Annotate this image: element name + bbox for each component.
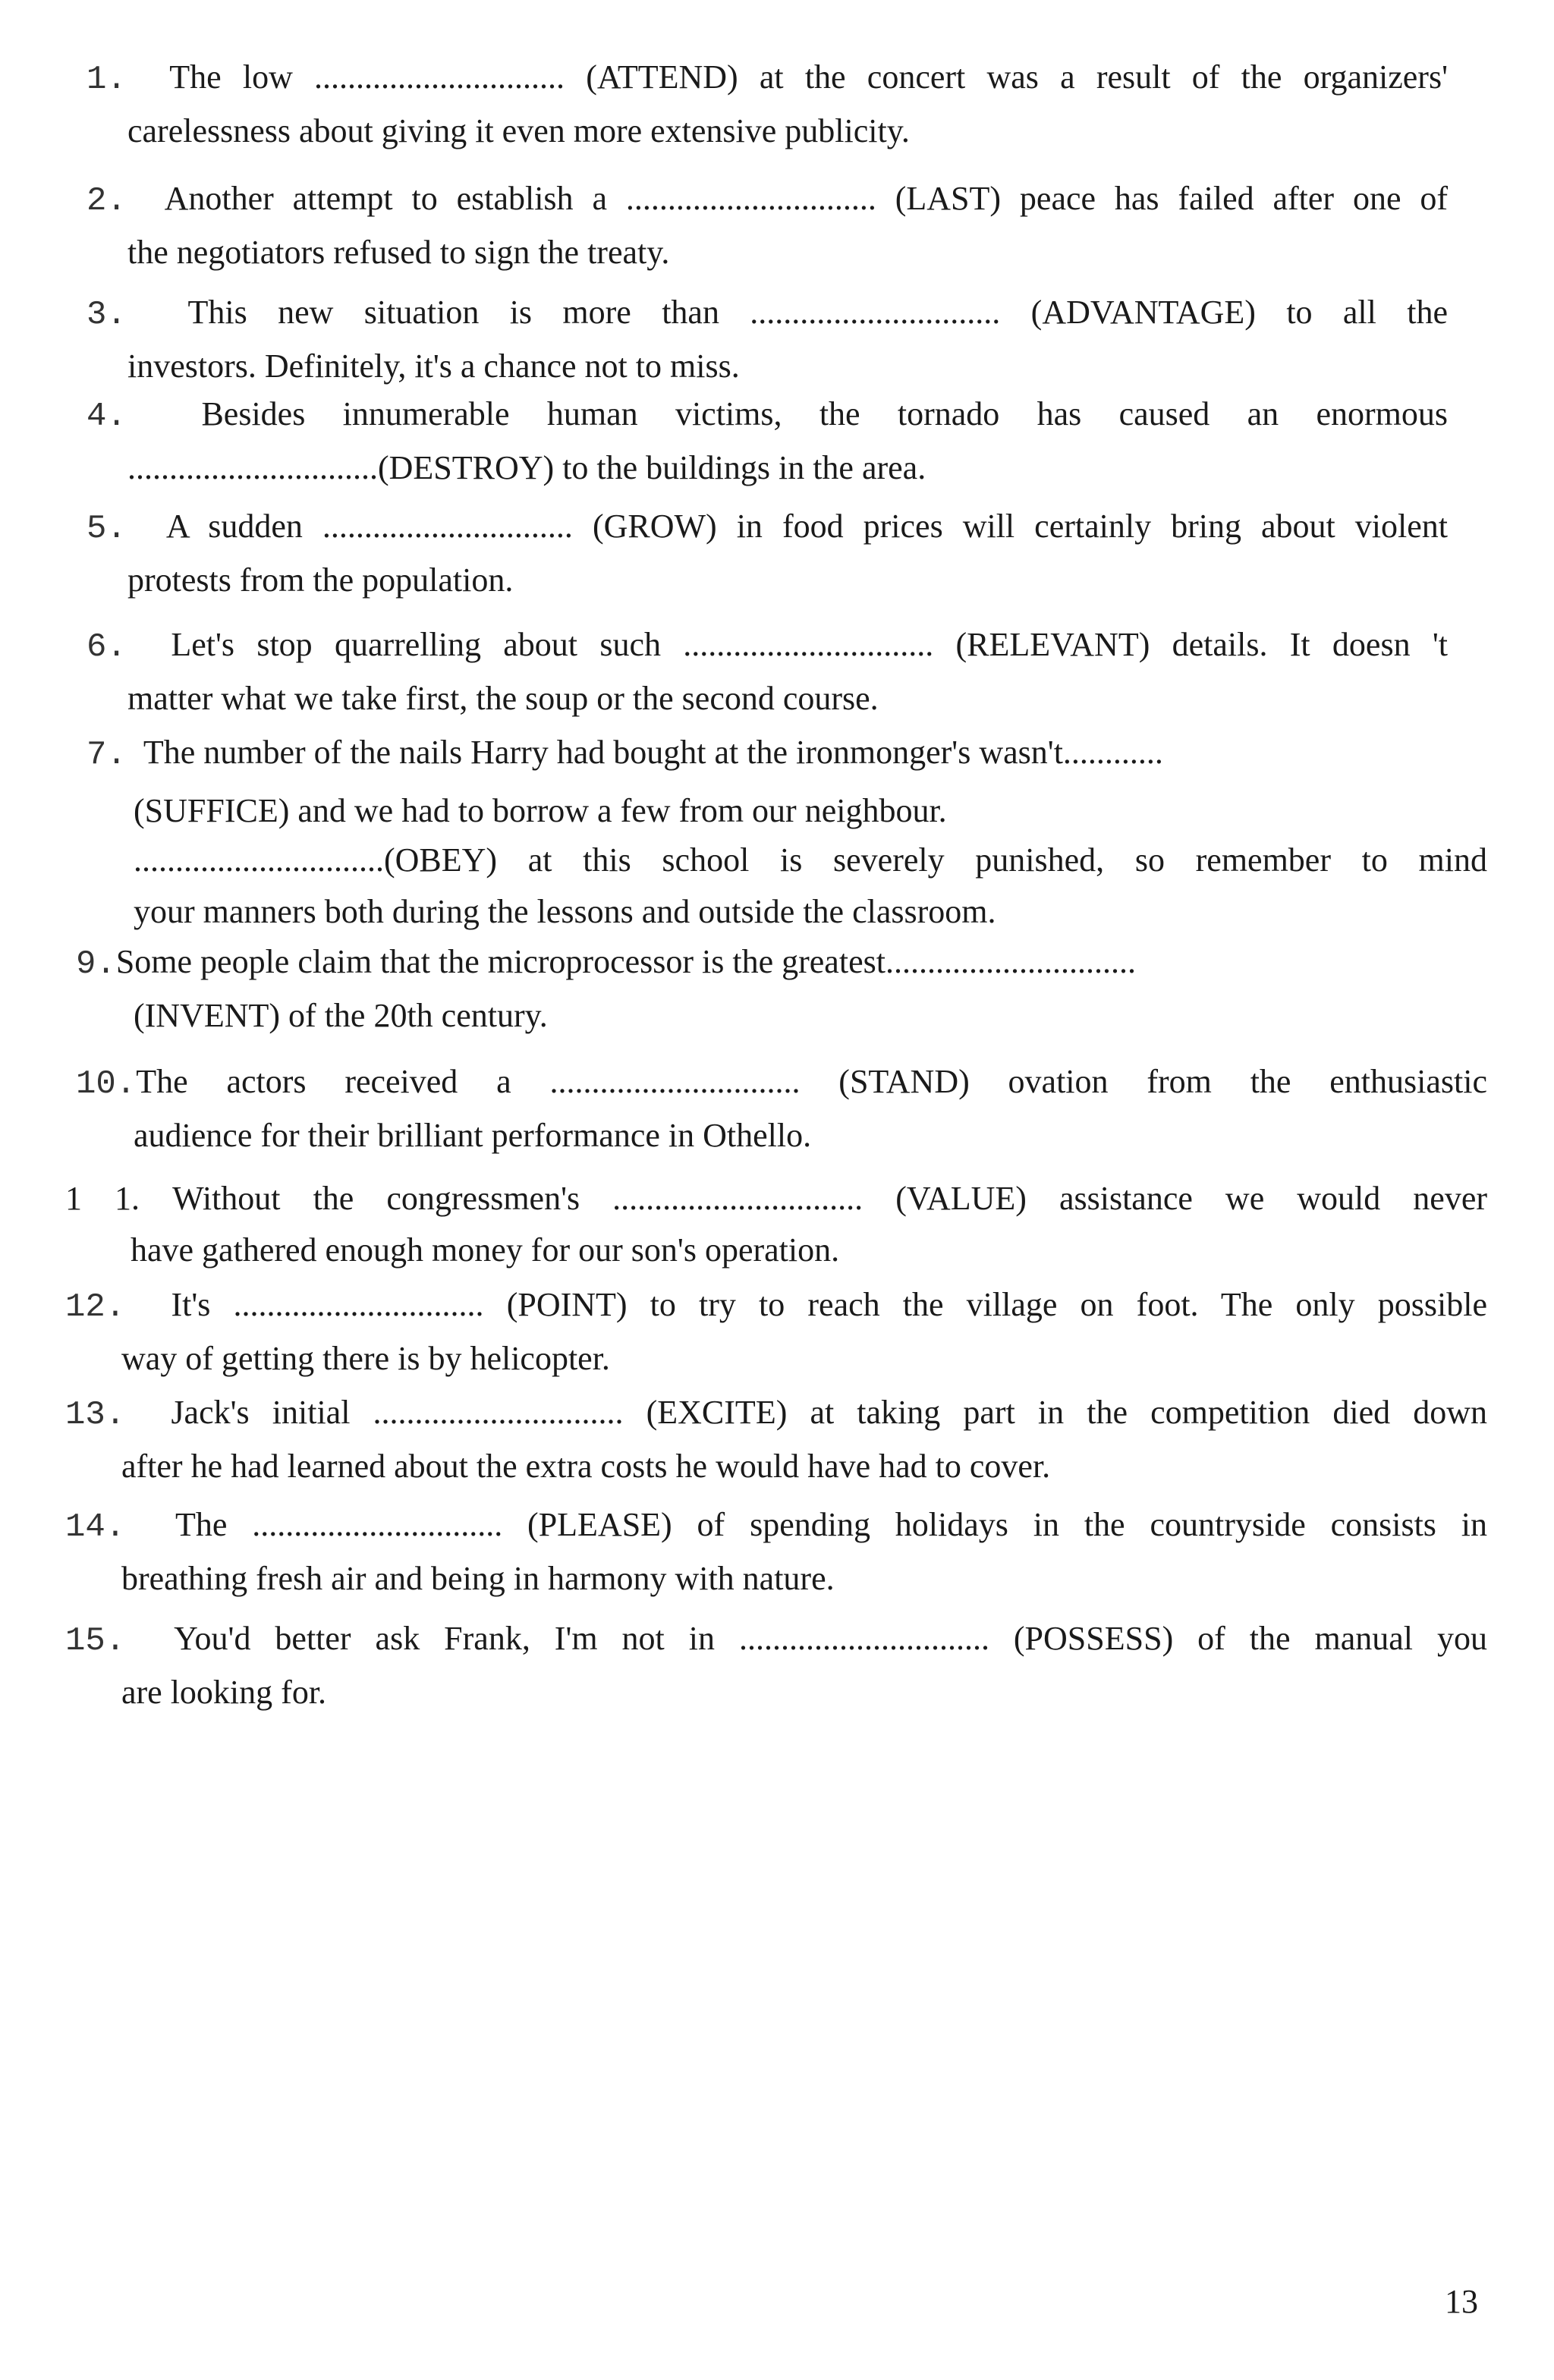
exercise-line bbox=[76, 936, 1437, 990]
exercise-text: The actors received a .............................. (STAND) ovation from the enthusiastic bbox=[136, 1063, 1487, 1100]
exercise-item-2 bbox=[87, 173, 1448, 278]
exercise-line bbox=[76, 1056, 1487, 1110]
exercise-item-8 bbox=[134, 835, 1487, 938]
exercise-number: 3. bbox=[87, 296, 127, 334]
exercise-line: your manners both during the lessons and outside the classroom. bbox=[134, 893, 996, 930]
exercise-line bbox=[65, 1173, 1487, 1225]
exercise-line: the negotiators refused to sign the treaty. bbox=[127, 234, 670, 271]
exercise-item-11 bbox=[65, 1173, 1487, 1276]
exercise-item-14 bbox=[65, 1499, 1487, 1605]
exercise-line: (SUFFICE) and we had to borrow a few from our neighbour. bbox=[134, 792, 947, 829]
exercise-line bbox=[65, 1499, 1487, 1553]
exercise-number: 5. bbox=[87, 510, 127, 548]
exercise-line: way of getting there is by helicopter. bbox=[121, 1340, 610, 1377]
exercise-number: 2. bbox=[87, 182, 127, 220]
exercise-line: have gathered enough money for our son's operation. bbox=[131, 1231, 840, 1269]
exercise-number: 12. bbox=[65, 1288, 126, 1326]
exercise-line: (INVENT) of the 20th century. bbox=[134, 997, 548, 1034]
exercise-number: 1 1. bbox=[65, 1180, 140, 1217]
exercise-item-5 bbox=[87, 501, 1448, 606]
exercise-text: Let's stop quarrelling about such .............................. (RELEVANT) details. It doesn 't bbox=[171, 626, 1448, 663]
exercise-text: Besides innumerable human victims, the tornado has caused an enormous bbox=[201, 395, 1448, 432]
exercise-item-15 bbox=[65, 1613, 1487, 1718]
exercise-line: after he had learned about the extra costs he would have had to cover. bbox=[121, 1448, 1051, 1485]
exercise-item-1 bbox=[87, 52, 1448, 157]
exercise-line bbox=[87, 52, 1448, 105]
exercise-text: The number of the nails Harry had bought at the ironmonger's wasn't............ bbox=[143, 734, 1163, 771]
exercise-item-6 bbox=[87, 619, 1448, 725]
exercise-text: The .............................. (PLEASE) of spending holidays in the countryside consists in bbox=[175, 1506, 1488, 1543]
exercise-line bbox=[65, 1387, 1487, 1441]
exercise-line: matter what we take first, the soup or the second course. bbox=[127, 680, 879, 717]
exercise-item-10 bbox=[76, 1056, 1487, 1162]
exercise-line: investors. Definitely, it's a chance not to miss. bbox=[127, 347, 740, 385]
exercise-line bbox=[65, 1613, 1487, 1667]
exercise-line bbox=[87, 619, 1448, 673]
exercise-number: 15. bbox=[65, 1622, 126, 1660]
exercise-line: ..............................(OBEY) at this school is severely punished, so remember to mind bbox=[134, 841, 1487, 879]
exercise-line bbox=[65, 1279, 1487, 1333]
exercise-line bbox=[87, 287, 1448, 341]
exercise-line bbox=[87, 173, 1448, 227]
exercise-line: ..............................(DESTROY) to the buildings in the area. bbox=[127, 449, 926, 486]
exercise-line: audience for their brilliant performance in Othello. bbox=[134, 1117, 812, 1154]
exercise-text: The low .............................. (ATTEND) at the concert was a result of the organizers' bbox=[169, 58, 1448, 96]
exercise-line bbox=[87, 727, 1448, 781]
exercise-number: 4. bbox=[87, 398, 127, 435]
exercise-number: 10. bbox=[76, 1065, 137, 1103]
exercise-item-3 bbox=[87, 287, 1448, 392]
exercise-text: It's .............................. (POINT) to try to reach the village on foot. The only possible bbox=[171, 1286, 1488, 1323]
exercise-number: 1. bbox=[87, 61, 127, 99]
exercise-line bbox=[87, 501, 1448, 555]
exercise-number: 7. bbox=[87, 736, 127, 774]
exercise-number: 6. bbox=[87, 628, 127, 666]
exercise-text: Jack's initial .............................. (EXCITE) at taking part in the competition died down bbox=[171, 1394, 1487, 1431]
exercise-text: You'd better ask Frank, I'm not in .............................. (POSSESS) of the manual you bbox=[174, 1620, 1487, 1657]
exercise-item-9 bbox=[76, 936, 1437, 1042]
exercise-text: Without the congressmen's .............................. (VALUE) assistance we would never bbox=[172, 1180, 1488, 1217]
exercise-line: breathing fresh air and being in harmony with nature. bbox=[121, 1560, 835, 1597]
exercise-item-12 bbox=[65, 1279, 1487, 1385]
exercise-item-13 bbox=[65, 1387, 1487, 1492]
exercise-text: Some people claim that the microprocessor is the greatest.............................. bbox=[115, 943, 1136, 980]
exercise-number: 13. bbox=[65, 1396, 126, 1434]
exercise-text: A sudden .............................. (GROW) in food prices will certainly bring about violent bbox=[165, 508, 1449, 545]
exercise-line: protests from the population. bbox=[127, 561, 514, 599]
exercise-line bbox=[87, 388, 1448, 442]
exercise-text: Another attempt to establish a .............................. (LAST) peace has failed after one of bbox=[164, 180, 1449, 217]
exercise-number: 14. bbox=[65, 1508, 126, 1546]
exercise-item-7 bbox=[87, 727, 1448, 837]
exercise-item-4 bbox=[87, 388, 1448, 494]
page-number: 13 bbox=[1445, 2283, 1478, 2320]
exercise-number: 9. bbox=[76, 945, 116, 983]
exercise-line: carelessness about giving it even more extensive publicity. bbox=[127, 112, 910, 149]
exercise-text: This new situation is more than .............................. (ADVANTAGE) to all the bbox=[187, 294, 1449, 331]
exercise-line: are looking for. bbox=[121, 1674, 327, 1711]
